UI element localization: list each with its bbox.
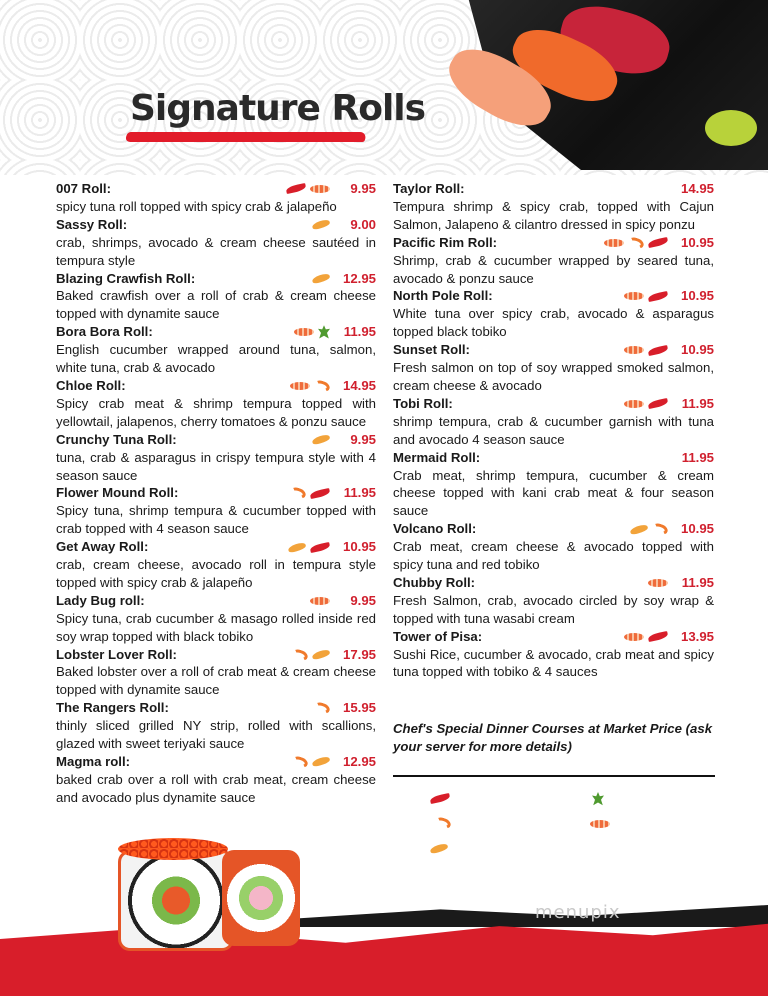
menu-item-name: Sassy Roll: — [56, 216, 128, 232]
menu-item-price: 15.95 — [342, 700, 376, 716]
menu-item-price: 9.95 — [350, 181, 376, 196]
menu-item-price: 11.95 — [681, 395, 714, 411]
shrimp-icon — [313, 378, 331, 393]
menu-item-meta — [312, 216, 376, 234]
menu-item-name: Mermaid Roll: — [393, 449, 481, 465]
menu-item-description: English cucumber wrapped around tuna, salmon, white tuna, crab & avocado — [56, 342, 376, 376]
menu-item-header — [56, 592, 376, 610]
menu-item-description: White tuna over spicy crab, avocado & asparagus topped black tobiko — [393, 306, 714, 340]
chili-icon — [647, 237, 668, 248]
menu-item-price: 10.95 — [342, 539, 376, 555]
right-menu-column — [393, 180, 714, 681]
chili-icon — [309, 488, 330, 499]
menu-item — [393, 180, 714, 234]
menu-item-description: shrimp tempura, crab & cucumber garnish with tuna and avocado 4 season sauce — [393, 413, 714, 447]
menu-item-meta — [630, 520, 714, 538]
menu-item — [393, 341, 714, 395]
menu-item-header — [393, 234, 714, 252]
menu-item-header — [393, 287, 714, 305]
menu-item-header — [56, 270, 376, 288]
menu-item-description: Sushi Rice, cucumber & avocado, crab meat and spicy tuna topped with tobiko & 4 sauces — [393, 646, 714, 680]
menu-item-price: 10.95 — [680, 521, 714, 537]
menu-item-header — [393, 449, 714, 467]
tempura-icon — [287, 541, 306, 553]
menu-item — [56, 699, 376, 753]
divider — [393, 775, 715, 777]
tempura-icon — [311, 219, 330, 231]
menu-item — [56, 270, 376, 324]
menu-item-name: Taylor Roll: — [393, 181, 465, 196]
menu-item-header — [393, 574, 714, 592]
title-underline-brush — [124, 132, 368, 142]
raw-fish-icon — [310, 185, 330, 193]
menu-item-header — [56, 753, 376, 771]
menu-item-meta — [290, 484, 376, 502]
menu-item-name: Sunset Roll: — [393, 342, 470, 358]
menu-item-description: Crab meat, shrimp tempura, cucumber & cream cheese topped with kani crab meat & four season sauce — [393, 467, 714, 519]
menu-item-price: 9.95 — [350, 592, 376, 608]
tempura-icon — [629, 523, 648, 535]
raw-fish-icon — [624, 633, 644, 641]
leaf-icon — [318, 325, 330, 339]
menu-item-header — [56, 484, 376, 502]
tempura-icon — [311, 648, 330, 660]
menu-item-header — [56, 323, 376, 341]
raw-fish-icon — [604, 239, 624, 247]
shrimp-icon — [627, 235, 645, 250]
roe-topping-image — [118, 838, 228, 860]
menu-item-meta — [292, 753, 376, 771]
tempura-icon — [311, 434, 330, 446]
menu-item-price: 10.95 — [680, 234, 714, 250]
menu-item-header — [393, 628, 714, 646]
menu-item — [56, 753, 376, 807]
menu-item-price: 11.95 — [343, 485, 376, 501]
menu-item-name: Chloe Roll: — [56, 377, 126, 393]
menu-item — [56, 323, 376, 377]
chili-icon — [647, 291, 668, 302]
menu-item — [56, 538, 376, 592]
title-block — [130, 88, 425, 129]
menu-item-price: 10.95 — [680, 342, 714, 358]
menu-item-name: Lady Bug roll: — [56, 592, 145, 608]
menu-item-meta — [604, 234, 714, 252]
menu-item-name: Lobster Lover Roll: — [56, 646, 177, 662]
menu-item-price: 11.95 — [343, 324, 376, 340]
menu-item-name: Crunchy Tuna Roll: — [56, 431, 177, 447]
menu-item-price: 9.00 — [350, 216, 376, 232]
menu-item-meta — [624, 341, 714, 359]
menu-item-name: The Rangers Roll: — [56, 700, 169, 716]
shrimp-icon — [291, 647, 309, 662]
raw-fish-icon — [294, 328, 314, 336]
menu-item-price: 11.95 — [681, 449, 714, 465]
raw-fish-icon — [624, 346, 644, 354]
menu-item-description: Tempura shrimp & spicy crab, topped with Cajun Salmon, Jalapeno & cilantro dressed in spicy ponzu — [393, 198, 714, 232]
menu-item-meta — [288, 538, 376, 556]
menu-item — [393, 395, 714, 449]
menu-item-meta — [624, 395, 714, 413]
menu-item-meta — [672, 449, 714, 467]
page-title: Signature Rolls — [130, 88, 426, 129]
chili-icon — [647, 345, 668, 356]
menu-item-name: Bora Bora Roll: — [56, 324, 153, 340]
menu-item — [56, 646, 376, 700]
left-menu-column — [56, 180, 376, 807]
menu-item-price: 13.95 — [680, 628, 714, 644]
menu-item — [393, 520, 714, 574]
sushi-roll-slice-image — [222, 850, 300, 946]
menu-item — [393, 628, 714, 682]
raw-fish-icon — [290, 382, 310, 390]
menu-item-description: Fresh salmon on top of soy wrapped smoked salmon, cream cheese & avocado — [393, 360, 714, 393]
tempura-icon — [311, 756, 330, 768]
shrimp-icon — [291, 755, 309, 770]
menu-item-header — [56, 699, 376, 717]
menu-item-price: 17.95 — [342, 646, 376, 662]
chef-special-note: Chef's Special Dinner Courses at Market Price (ask your server for more details) — [393, 721, 713, 754]
legend-chili-icon — [429, 793, 450, 804]
raw-fish-icon — [624, 292, 644, 300]
menu-item-meta — [312, 270, 376, 288]
menu-item — [393, 287, 714, 341]
menu-item-meta — [672, 180, 714, 198]
menu-item-meta — [648, 574, 714, 592]
menu-item-meta — [290, 377, 376, 395]
menu-item-price: 9.95 — [350, 431, 376, 447]
menu-item-header — [56, 431, 376, 449]
menu-item-name: Get Away Roll: — [56, 539, 149, 555]
menu-item-name: Blazing Crawfish Roll: — [56, 270, 196, 286]
menu-item-description: Shrimp, crab & cucumber wrapped by seared tuna, avocado & ponzu sauce — [393, 252, 714, 286]
menu-item — [56, 180, 376, 216]
chili-icon — [285, 183, 306, 194]
menu-item-description: thinly sliced grilled NY strip, rolled with scallions, glazed with sweet teriyaki sauce — [56, 718, 376, 752]
menu-item-description: Fresh Salmon, crab, avocado circled by soy wrap & topped with tuna wasabi cream — [393, 592, 714, 626]
menu-item-description: baked crab over a roll with crab meat, cream cheese and avocado plus dynamite sauce — [56, 771, 376, 805]
menu-item-description: Baked crawfish over a roll of crab & cream cheese topped with dynamite sauce — [56, 288, 376, 322]
menu-item-header — [56, 180, 376, 198]
menu-item-name: Tobi Roll: — [393, 395, 453, 411]
menu-item-header — [393, 395, 714, 413]
menu-item-description: tuna, crab & asparagus in crispy tempura style with 4 season sauce — [56, 449, 376, 483]
menu-item — [56, 377, 376, 431]
menu-item-header — [56, 646, 376, 664]
legend-raw-fish-icon — [590, 820, 610, 828]
menu-item-description: Spicy tuna, crab cucumber & masago rolled inside red soy wrap topped with black tobiko — [56, 610, 376, 644]
menu-item-header — [393, 180, 714, 198]
menu-item — [393, 449, 714, 521]
sushi-roll-image — [118, 850, 234, 951]
menu-item-meta — [314, 699, 376, 717]
menu-item-header — [56, 377, 376, 395]
menu-item-meta — [310, 592, 376, 610]
shrimp-icon — [289, 486, 307, 501]
menu-item-meta — [294, 323, 376, 341]
shrimp-icon — [313, 701, 331, 716]
menu-item — [56, 592, 376, 646]
menu-item-name: Pacific Rim Roll: — [393, 234, 498, 250]
menu-item-header — [56, 216, 376, 234]
menu-item-price: 11.95 — [681, 574, 714, 590]
legend-leaf-icon — [592, 792, 604, 806]
menu-item-name: Tower of Pisa: — [393, 628, 483, 644]
chili-icon — [647, 631, 668, 642]
chili-icon — [647, 398, 668, 409]
menu-item-name: Chubby Roll: — [393, 574, 476, 590]
menu-item-meta — [624, 287, 714, 305]
wasabi-image — [705, 110, 757, 146]
raw-fish-icon — [624, 400, 644, 408]
menu-item-header — [393, 341, 714, 359]
menu-item-price: 12.95 — [342, 270, 376, 286]
menu-item-name: North Pole Roll: — [393, 288, 493, 304]
menu-item — [56, 484, 376, 538]
raw-fish-icon — [648, 579, 668, 587]
menu-item-description: spicy tuna roll topped with spicy crab & jalapeño — [56, 198, 337, 214]
menu-item-description: crab, shrimps, avocado & cream cheese sautéed in tempura style — [56, 234, 376, 268]
menu-item-name: Flower Mound Roll: — [56, 485, 179, 501]
shrimp-icon — [651, 522, 669, 537]
menu-item — [393, 574, 714, 628]
menu-item-description: Baked lobster over a roll of crab meat & cream cheese topped with dynamite sauce — [56, 664, 376, 698]
menu-item — [393, 234, 714, 288]
menu-item-name: 007 Roll: — [56, 181, 111, 196]
tempura-icon — [311, 272, 330, 284]
bottom-red-brush — [0, 920, 768, 996]
legend-tempura-icon — [429, 842, 448, 854]
chili-icon — [309, 542, 330, 553]
menu-item-description: Crab meat, cream cheese & avocado topped with spicy tuna and red tobiko — [393, 539, 714, 573]
menu-item-description: Spicy tuna, shrimp tempura & cucumber topped with crab topped with 4 season sauce — [56, 503, 376, 537]
menu-item-meta — [624, 628, 714, 646]
menu-item-price: 10.95 — [680, 288, 714, 304]
menu-item-description: crab, cream cheese, avocado roll in tempura style topped with spicy crab & jalapeño — [56, 557, 376, 590]
menu-item-name: Volcano Roll: — [393, 521, 477, 537]
raw-fish-icon — [310, 597, 330, 605]
bottom-dark-brush — [300, 905, 768, 927]
menu-item — [56, 431, 376, 485]
menu-item — [56, 216, 376, 270]
menu-item-header — [393, 520, 714, 538]
menu-item-price: 14.95 — [342, 377, 376, 393]
menu-item-meta — [292, 646, 376, 664]
legend-shrimp-icon — [434, 816, 452, 831]
menu-item-meta — [286, 180, 376, 198]
menu-item-header — [56, 538, 376, 556]
menu-item-meta — [312, 431, 376, 449]
menu-item-price: 14.95 — [680, 181, 714, 196]
menu-item-name: Magma roll: — [56, 754, 131, 769]
menu-item-price: 12.95 — [342, 754, 376, 769]
menu-item-description: Spicy crab meat & shrimp tempura topped with yellowtail, jalapenos, cherry tomatoes & ponzu sauce — [56, 395, 376, 429]
watermark: menupix — [535, 902, 621, 923]
